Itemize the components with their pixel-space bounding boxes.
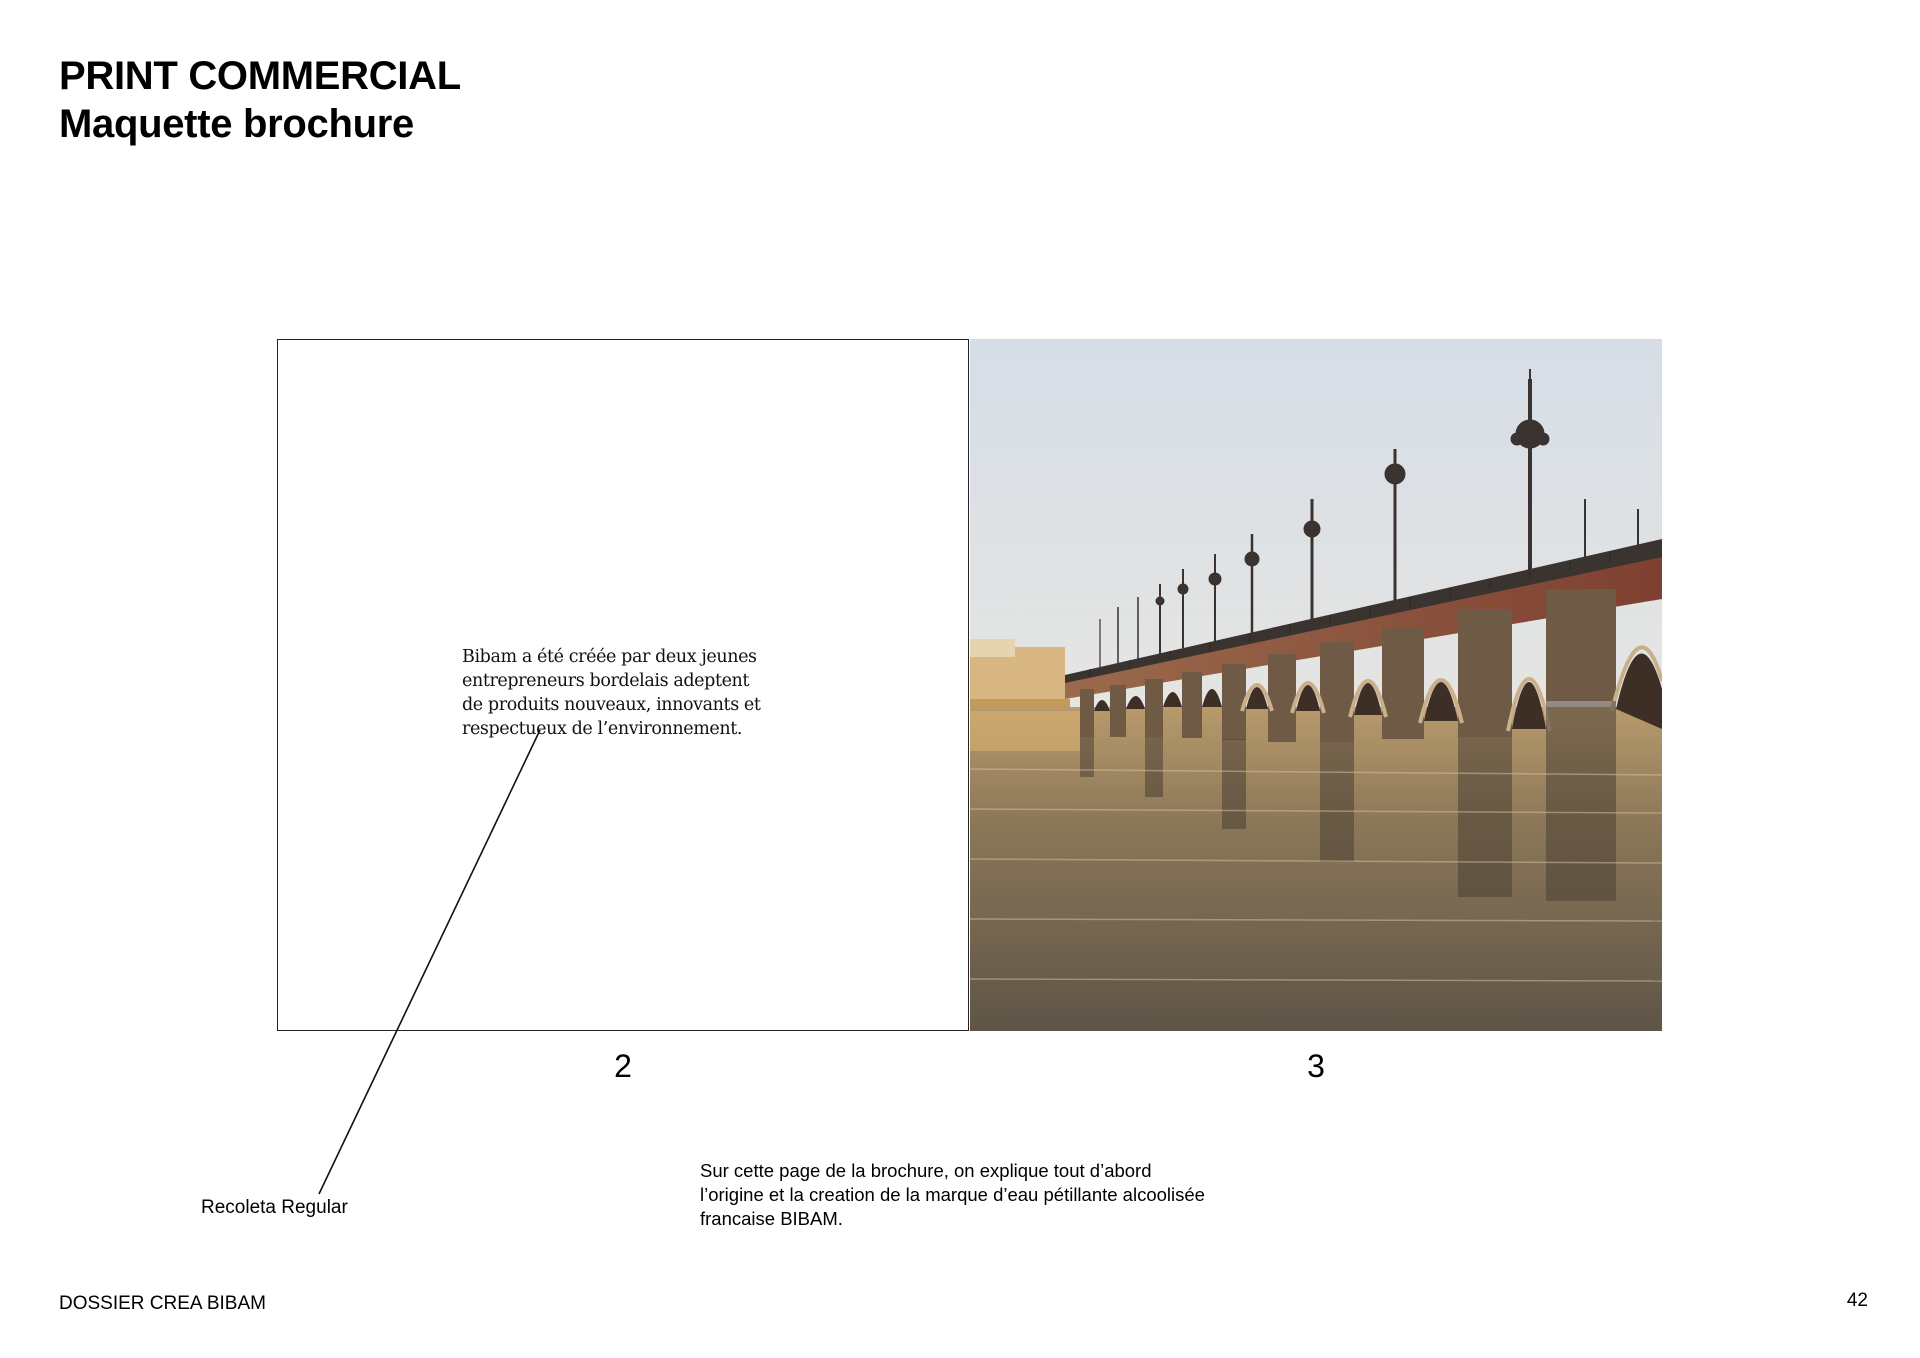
body-line: Bibam a été créée par deux jeunes bbox=[462, 647, 757, 667]
note-line: l’origine et la creation de la marque d’eau pétillante alcoolisée bbox=[700, 1184, 1205, 1205]
footer-document-title: DOSSIER CREA BIBAM bbox=[59, 1293, 266, 1314]
note-line: francaise BIBAM. bbox=[700, 1208, 843, 1229]
body-line: de produits nouveaux, innovants et bbox=[462, 695, 761, 715]
footer-page-number: 42 bbox=[1846, 1290, 1868, 1311]
page-number-2: 2 bbox=[614, 1048, 632, 1084]
title-line-1: PRINT COMMERCIAL bbox=[59, 54, 461, 98]
body-line: respectueux de l’environnement. bbox=[462, 719, 743, 739]
page-number-3: 3 bbox=[1307, 1048, 1325, 1084]
body-line: entrepreneurs bordelais adeptent bbox=[462, 671, 750, 691]
page-description-note bbox=[700, 1159, 1205, 1231]
note-line: Sur cette page de la brochure, on explique tout d’abord bbox=[700, 1160, 1152, 1181]
font-callout-label: Recoleta Regular bbox=[201, 1197, 348, 1218]
title-line-2: Maquette brochure bbox=[59, 102, 414, 146]
